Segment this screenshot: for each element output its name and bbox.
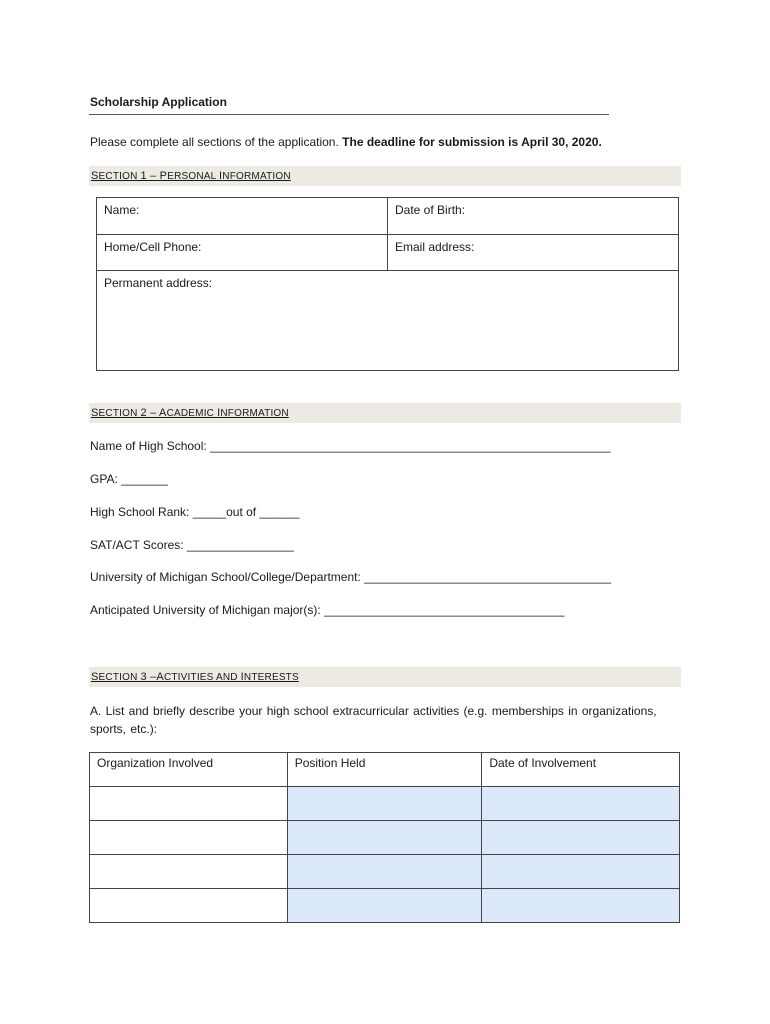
phone-label: Home/Cell Phone:: [104, 240, 202, 254]
gpa-field[interactable]: GPA: _______: [90, 472, 168, 486]
section-1-heading: SECTION 1 – PERSONAL INFORMATION: [89, 166, 681, 186]
email-label: Email address:: [395, 240, 475, 254]
title-underline: [89, 114, 609, 115]
personal-info-grid: [96, 197, 679, 371]
permanent-address-label: Permanent address:: [104, 276, 213, 290]
organization-cell[interactable]: [90, 821, 288, 855]
section-2-heading: SECTION 2 – ACADEMIC INFORMATION: [89, 403, 681, 423]
high-school-field[interactable]: Name of High School: ____________________________________________________________: [90, 439, 611, 453]
date-cell[interactable]: [482, 821, 680, 855]
position-cell[interactable]: [287, 855, 482, 889]
form-title: Scholarship Application: [90, 95, 227, 109]
date-cell[interactable]: [482, 855, 680, 889]
name-label: Name:: [104, 203, 140, 217]
section-3-heading: SECTION 3 –ACTIVITIES AND INTERESTS: [89, 667, 681, 687]
organization-cell[interactable]: [90, 855, 288, 889]
intro-text: [90, 135, 602, 149]
school-department-field[interactable]: University of Michigan School/College/Department: _____________________________________: [90, 570, 612, 584]
table-row: [90, 855, 680, 889]
position-cell[interactable]: [287, 889, 482, 923]
deadline-text: The deadline for submission is April 30, 2020.: [342, 135, 602, 149]
intro-plain: Please complete all sections of the application.: [90, 135, 339, 149]
name-field[interactable]: [97, 198, 387, 234]
organization-cell[interactable]: [90, 889, 288, 923]
position-cell[interactable]: [287, 787, 482, 821]
activities-instruction: A. List and briefly describe your high school extracurricular activities (e.g. memberships in organizations, sports, etc.):: [90, 704, 657, 736]
date-cell[interactable]: [482, 889, 680, 923]
table-row: [90, 889, 680, 923]
table-row: [90, 821, 680, 855]
organization-cell[interactable]: [90, 787, 288, 821]
table-header-row: [90, 753, 680, 787]
table-row: [90, 787, 680, 821]
column-header-organization: Organization Involved: [90, 753, 288, 787]
rank-field[interactable]: High School Rank: _____out of ______: [90, 505, 300, 519]
column-header-position: Position Held: [287, 753, 482, 787]
column-header-date: Date of Involvement: [482, 753, 680, 787]
email-field[interactable]: [388, 235, 678, 270]
activities-table: [89, 752, 680, 923]
date-cell[interactable]: [482, 787, 680, 821]
anticipated-major-field[interactable]: Anticipated University of Michigan major(s): ____________________________________: [90, 603, 565, 617]
position-cell[interactable]: [287, 821, 482, 855]
permanent-address-field[interactable]: [97, 271, 678, 370]
date-of-birth-label: Date of Birth:: [395, 203, 466, 217]
test-scores-field[interactable]: SAT/ACT Scores: ________________: [90, 538, 294, 552]
date-of-birth-field[interactable]: [388, 198, 678, 234]
phone-field[interactable]: [97, 235, 387, 270]
